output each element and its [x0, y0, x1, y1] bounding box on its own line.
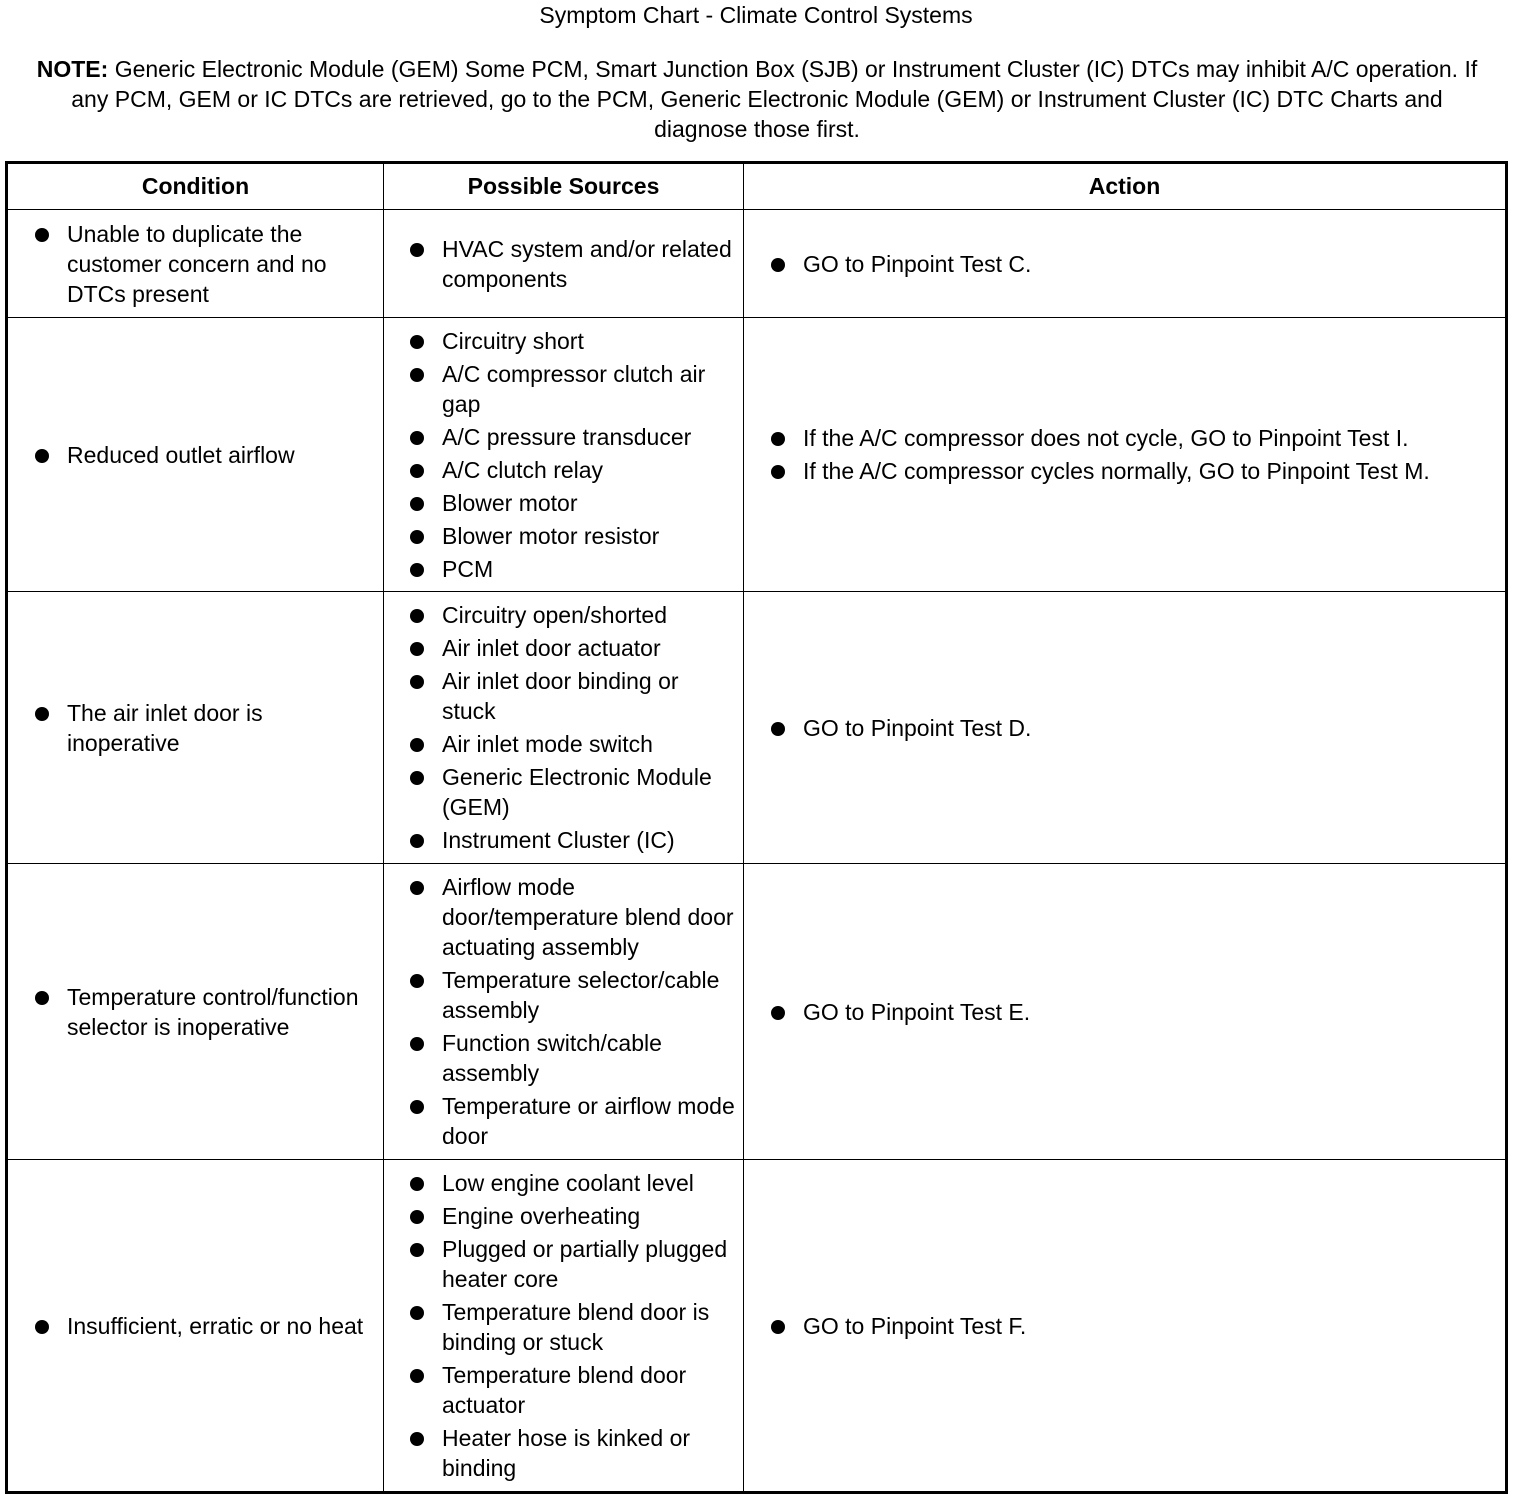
source-item: Engine overheating: [442, 1201, 738, 1231]
condition-cell: [7, 1160, 384, 1493]
sources-cell: [384, 864, 744, 1160]
condition-cell: [7, 592, 384, 864]
source-item: Blower motor resistor: [442, 521, 738, 551]
condition-cell: [7, 318, 384, 592]
source-item: Circuitry open/shorted: [442, 600, 738, 630]
note-paragraph: [28, 54, 1486, 144]
action-item: GO to Pinpoint Test D.: [803, 713, 1498, 743]
source-item: Low engine coolant level: [442, 1168, 738, 1198]
source-item: Temperature or airflow mode door: [442, 1091, 738, 1151]
action-item: GO to Pinpoint Test C.: [803, 249, 1498, 279]
action-item: If the A/C compressor cycles normally, GO to Pinpoint Test M.: [803, 456, 1498, 486]
condition-cell: [7, 210, 384, 318]
sources-cell: [384, 1160, 744, 1493]
condition-item: Temperature control/function selector is inoperative: [67, 982, 372, 1042]
action-cell: [744, 210, 1507, 318]
table-row: [7, 1160, 1507, 1493]
condition-item: The air inlet door is inoperative: [67, 698, 372, 758]
table-row: [7, 864, 1507, 1160]
header-possible-sources: Possible Sources: [384, 163, 744, 210]
condition-item: Insufficient, erratic or no heat: [67, 1311, 372, 1341]
note-text: Generic Electronic Module (GEM) Some PCM, Smart Junction Box (SJB) or Instrument Cluster (IC) DTCs may inhibit A/C operation. If any PCM, GEM or IC DTCs are retrieved, go to the PCM, Generic Electronic Module (GEM) or Instrument Cluster (IC) DTC Charts and diagnose those first.: [71, 56, 1478, 142]
source-item: Blower motor: [442, 488, 738, 518]
sources-cell: [384, 318, 744, 592]
condition-item: Reduced outlet airflow: [67, 440, 372, 470]
sources-cell: [384, 592, 744, 864]
action-cell: [744, 318, 1507, 592]
source-item: Circuitry short: [442, 326, 738, 356]
source-item: A/C clutch relay: [442, 455, 738, 485]
source-item: A/C compressor clutch air gap: [442, 359, 738, 419]
source-item: Instrument Cluster (IC): [442, 825, 738, 855]
source-item: A/C pressure transducer: [442, 422, 738, 452]
source-item: Air inlet mode switch: [442, 729, 738, 759]
header-row: [7, 163, 1507, 210]
source-item: Airflow mode door/temperature blend door actuating assembly: [442, 872, 738, 962]
source-item: Function switch/cable assembly: [442, 1028, 738, 1088]
source-item: Temperature blend door is binding or stuck: [442, 1297, 738, 1357]
condition-item: Unable to duplicate the customer concern and no DTCs present: [67, 219, 372, 309]
sources-cell: [384, 210, 744, 318]
source-item: Air inlet door binding or stuck: [442, 666, 738, 726]
source-item: Heater hose is kinked or binding: [442, 1423, 738, 1483]
condition-cell: [7, 864, 384, 1160]
source-item: Plugged or partially plugged heater core: [442, 1234, 738, 1294]
source-item: PCM: [442, 554, 738, 584]
action-cell: [744, 864, 1507, 1160]
action-item: If the A/C compressor does not cycle, GO to Pinpoint Test I.: [803, 423, 1498, 453]
action-cell: [744, 1160, 1507, 1493]
header-condition: Condition: [7, 163, 384, 210]
source-item: HVAC system and/or related components: [442, 234, 738, 294]
source-item: Air inlet door actuator: [442, 633, 738, 663]
note-label: NOTE:: [36, 56, 109, 82]
source-item: Temperature selector/cable assembly: [442, 965, 738, 1025]
table-row: [7, 318, 1507, 592]
table-row: [7, 210, 1507, 318]
header-action: Action: [744, 163, 1507, 210]
table-row: [7, 592, 1507, 864]
action-cell: [744, 592, 1507, 864]
action-item: GO to Pinpoint Test F.: [803, 1311, 1498, 1341]
symptom-chart-table: [5, 161, 1508, 1494]
source-item: Generic Electronic Module (GEM): [442, 762, 738, 822]
page-title: Symptom Chart - Climate Control Systems: [539, 2, 973, 28]
action-item: GO to Pinpoint Test E.: [803, 997, 1498, 1027]
source-item: Temperature blend door actuator: [442, 1360, 738, 1420]
